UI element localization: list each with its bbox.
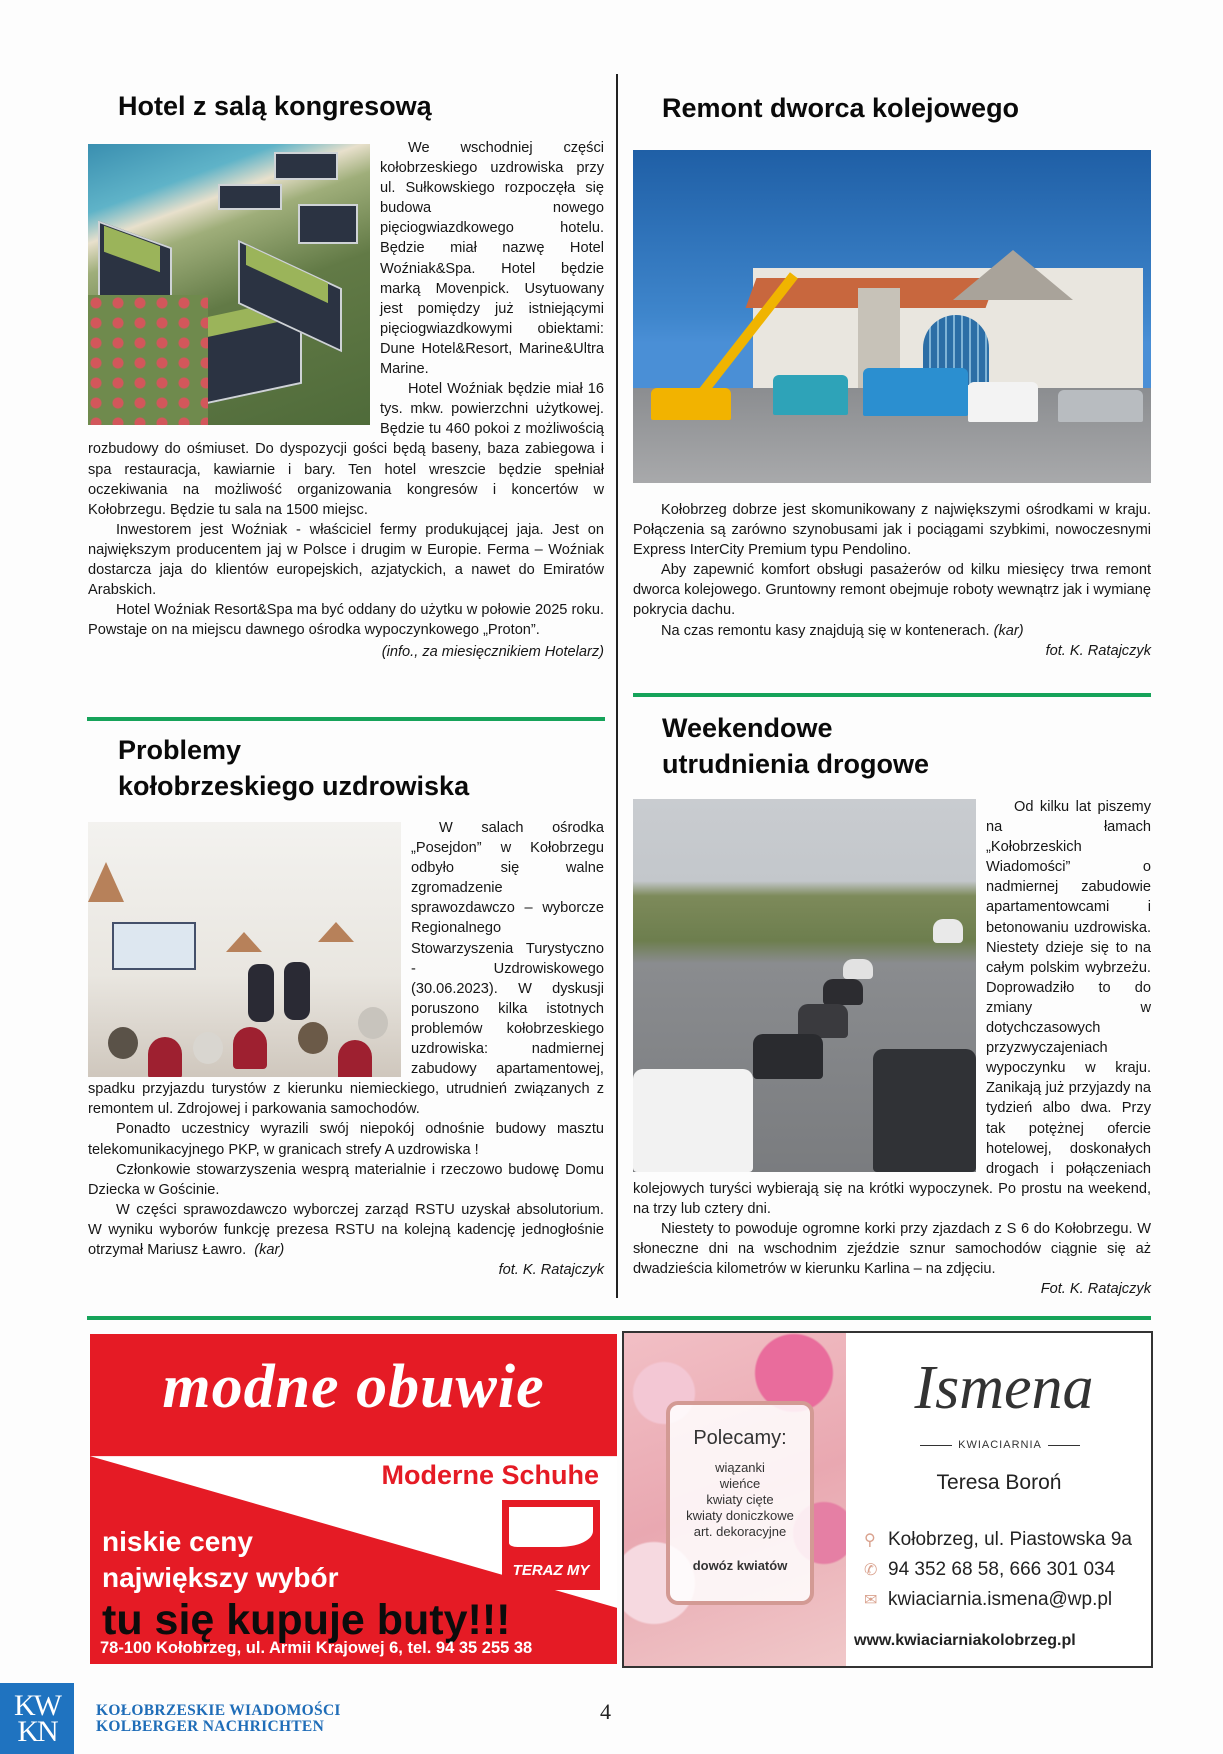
- hotel-aerial-photo: [88, 144, 370, 425]
- hotel-article-body: [88, 138, 604, 662]
- spa-paragraph: W salach ośrodka „Posejdon” w Kołobrzegu odbyło się walne zgromadzenie sprawozdawczo – wyborcze Regionalnego Stowarzyszenia Turystyczno - Uzdrowiskowego (30.06.2023). W dyskusji poruszono kilka istotnych problemów kołobrzeskiego uzdrowiska: nadmiernej zabudowy apartamentowej, spadku przyjazdu turystów z kierunku niemieckiego, utrudnień związanych z remontem ul. Zdrojowej i parkowania samochodów.: [88, 820, 604, 1118]
- station-photo-credit: fot. K. Ratajczyk: [1045, 642, 1151, 659]
- spa-paragraph-text: W części sprawozdawczo wyborczej zarząd RSTU uzyskał absolutorium. W wyniku wyborów funkcję prezesa RSTU na kolejną kadencję jednogłośnie otrzymał Mariusz Ławro.: [88, 1201, 604, 1258]
- traffic-article-title-line2: utrudnienia drogowe: [662, 749, 929, 779]
- florist-offer-item: kwiaty doniczkowe: [686, 1508, 794, 1523]
- florist-owner: Teresa Boroń: [936, 1471, 1062, 1494]
- envelope-icon: ✉: [864, 1592, 878, 1609]
- florist-phone-row: [864, 1559, 1115, 1581]
- florist-offer-item: art. dekoracyjne: [693, 1524, 787, 1539]
- publication-name-pl: KOŁOBRZESKIE WIADOMOŚCI: [96, 1702, 341, 1719]
- page-number: 4: [600, 1699, 611, 1724]
- florist-offer-item: wieńce: [719, 1476, 761, 1491]
- station-paragraph: Aby zapewnić komfort obsługi pasażerów od kilku miesięcy trwa remont dworca kolejowego. Gruntowny remont obejmuje roboty wewnątrz jak i wymianę pokrycia dachu.: [633, 562, 1151, 619]
- florist-offer-heading: Polecamy:: [693, 1427, 787, 1449]
- florist-brand-sub: KWIACIARNIA: [900, 1439, 1100, 1451]
- shoe-ad-address: 78-100 Kołobrzeg, ul. Armii Krajowej 6, tel. 94 35 255 38: [100, 1639, 533, 1657]
- hotel-paragraph: Hotel Woźniak Resort&Spa ma być oddany do użytku w połowie 2025 roku. Powstaje on na miejscu dawnego ośrodka wypoczynkowego „Proton”.: [88, 602, 604, 639]
- station-paragraph: [633, 621, 1151, 641]
- publication-name: [96, 1703, 341, 1735]
- flower-photo: [624, 1333, 846, 1666]
- location-pin-icon: ⚲: [864, 1532, 876, 1549]
- kw-logo: KW KN: [0, 1683, 74, 1754]
- florist-offer-item: kwiaty cięte: [706, 1492, 774, 1507]
- section-rule-green: [633, 693, 1151, 697]
- florist-address: Kołobrzeg, ul. Piastowska 9a: [888, 1529, 1132, 1550]
- hotel-paragraph: Inwestorem jest Woźniak - właściciel fermy produkującej jaja. Jest on największym producentem jaj w Polsce i drugim w Europie. Ferma – Woźniak dostarcza jaja do klientów europejskich, azjatyckich, a nawet do Emiratów Arabskich.: [88, 521, 604, 599]
- station-article-title-wrap: [662, 90, 1019, 126]
- florist-email[interactable]: kwiaciarnia.ismena@wp.pl: [888, 1589, 1113, 1610]
- shoe-ad-line2: największy wybór: [102, 1562, 339, 1593]
- florist-address-row: [864, 1529, 1132, 1551]
- column-divider: [616, 74, 618, 1298]
- teraz-my-badge-icon: [502, 1500, 600, 1590]
- spa-photo-credit: fot. K. Ratajczyk: [498, 1262, 604, 1279]
- meeting-photo: [88, 822, 401, 1077]
- hotel-source-credit: (info., za miesięcznikiem Hotelarz): [381, 644, 604, 661]
- traffic-photo-credit: Fot. K. Ratajczyk: [1040, 1281, 1151, 1298]
- shoe-ad-line1: niskie ceny: [102, 1526, 253, 1557]
- shoe-store-ad: [90, 1334, 617, 1664]
- spa-paragraph: Członkowie stowarzyszenia wesprą materialnie i rzeczowo budowę Domu Dziecka w Gościnie.: [88, 1161, 604, 1198]
- hotel-paragraph: We wschodniej części kołobrzeskiego uzdrowiska przy ul. Sułkowskiego rozpoczęła się budowa nowego pięciogwiazdkowego hotelu. Będzie miał nazwę Hotel Woźniak&Spa. Hotel będzie marką Movenpick. Usytuowany jest pomiędzy już istniejącymi pięciogwiazdkowymi obiektami: Dune Hotel&Resort, Marine&Ultra Marine.: [380, 140, 604, 378]
- florist-email-row: [864, 1589, 1112, 1611]
- section-rule-green: [87, 717, 605, 721]
- florist-delivery: dowóz kwiatów: [692, 1558, 788, 1573]
- hotel-article-title-wrap: [118, 88, 432, 124]
- station-article-title: Remont dworca kolejowego: [662, 93, 1020, 123]
- spa-article-title-line2: kołobrzeskiego uzdrowiska: [118, 771, 470, 801]
- florist-offer-item: wiązanki: [715, 1460, 765, 1475]
- traffic-paragraph: Niestety to powoduje ogromne korki przy zjazdach z S 6 do Kołobrzegu. W słoneczne dni na wschodnim zjeździe sznur samochodów ciągnie się aż dwadzieścia kilometrów w kierunku Karlina – na zdjęciu.: [633, 1220, 1151, 1278]
- section-rule-green: [87, 1316, 1151, 1320]
- traffic-article-body: [633, 797, 1151, 1299]
- spa-paragraph: [88, 1200, 604, 1260]
- florist-website[interactable]: www.kwiaciarniakolobrzeg.pl: [854, 1632, 1076, 1649]
- shoe-ad-title: modne obuwie: [162, 1353, 545, 1421]
- station-paragraph-text: Na czas remontu kasy znajdują się w kontenerach.: [661, 622, 990, 639]
- traffic-article-title-wrap: [662, 710, 929, 782]
- traffic-paragraph: Od kilku lat piszemy na łamach „Kołobrzeskich Wiadomości” o nadmiernej zabudowie apartamentowcami i betonowaniu uzdrowiska. Niestety dzieje się to na całym polskim wybrzeżu. Doprowadziło to do zmiany w dotychczasowych przyzwyczajeniach wypoczynku w kraju. Zanikają już przyjazdy na tydzień albo dwa. Przy tak potężnej ofercie hotelowej, doskonałych drogach i połączeniach kolejowych turyści wybierają się na krótki wypoczynek. Po prostu na weekend, na trzy lub cztery dni.: [633, 799, 1151, 1217]
- spa-article-title-line1: Problemy: [118, 735, 242, 765]
- shoe-ad-slogan: tu się kupuje buty!!!: [102, 1596, 511, 1644]
- traffic-jam-photo: [633, 799, 976, 1172]
- hotel-article-title: Hotel z salą kongresową: [118, 91, 432, 121]
- phone-icon: ✆: [864, 1562, 878, 1579]
- spa-article-title-wrap: [118, 732, 469, 804]
- spa-paragraph: Ponadto uczestnicy wyrazili swój niepokój odnośnie budowy masztu telekomunikacyjnego PKP, w granicach strefy A uzdrowiska !: [88, 1121, 604, 1158]
- station-photo: [633, 150, 1151, 483]
- florist-phones: 94 352 68 58, 666 301 034: [888, 1559, 1116, 1580]
- spa-article-body: [88, 818, 604, 1280]
- spa-signature: (kar): [254, 1241, 285, 1258]
- station-signature: (kar): [993, 622, 1024, 639]
- teraz-my-label: TERAZ MY: [512, 1562, 590, 1579]
- florist-offer-box: [666, 1401, 814, 1605]
- shoe-ad-subtitle: Moderne Schuhe: [381, 1460, 599, 1490]
- publication-name-de: KOLBERGER NACHRICHTEN: [96, 1718, 325, 1735]
- traffic-article-title-line1: Weekendowe: [662, 713, 833, 743]
- hotel-paragraph: Hotel Woźniak będzie miał 16 tys. mkw. powierzchni użytkowej. Będzie tu 460 pokoi z możliwością rozbudowy do ośmiuset. Do dyspozycji gości będą baseny, baza zabiegowa i spa restauracja, kawiarnie i bary. Ten hotel wreszcie będzie spełniał oczekiwania na możliwość organizowania kongresów i koncertów w Kołobrzegu. Będzie tu sala na 1500 miejsc.: [88, 381, 604, 518]
- florist-ad: [622, 1331, 1153, 1668]
- florist-brand-logo: Ismena: [914, 1354, 1094, 1422]
- station-article-body: [633, 500, 1151, 661]
- station-paragraph: Kołobrzeg dobrze jest skomunikowany z największymi ośrodkami w kraju. Połączenia są zarówno szynobusami jak i pociągami szybkimi, nowoczesnymi Express InterCity Premium typu Pendolino.: [633, 502, 1151, 559]
